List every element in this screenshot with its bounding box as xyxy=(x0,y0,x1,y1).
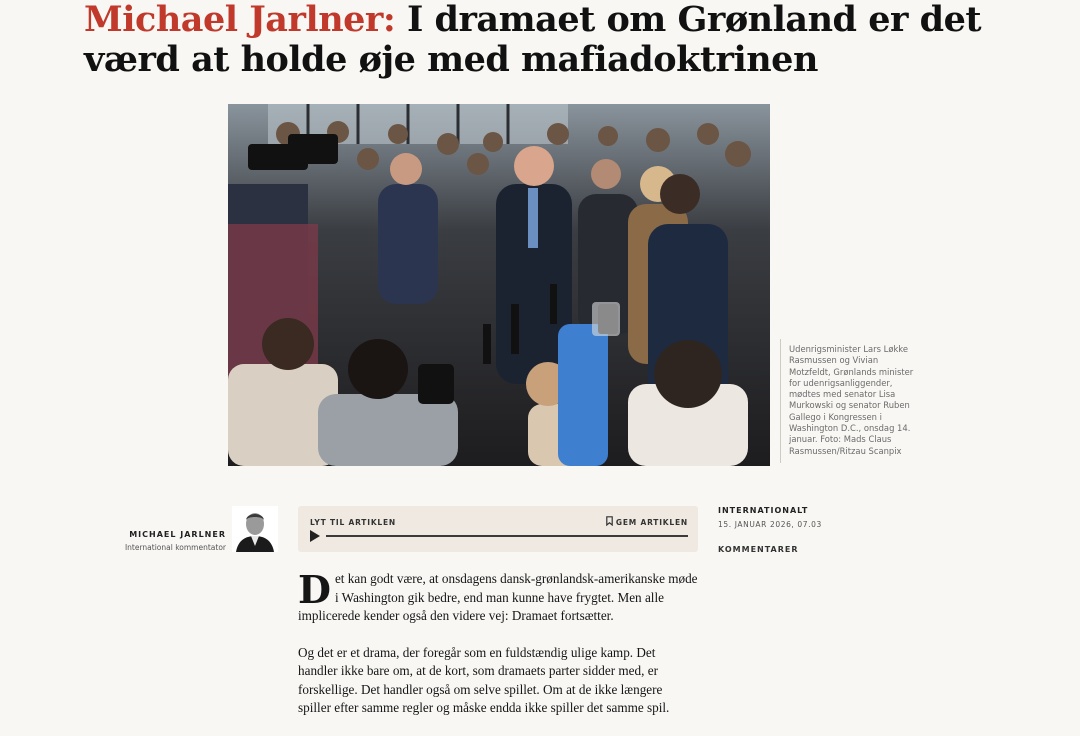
article-body xyxy=(298,567,698,736)
author-avatar[interactable] xyxy=(232,506,278,552)
byline-name[interactable]: MICHAEL JARLNER xyxy=(129,530,226,539)
comments-link[interactable]: KOMMENTARER xyxy=(718,545,799,554)
hero-image xyxy=(228,104,770,466)
save-article-label: GEM ARTIKLEN xyxy=(615,517,688,527)
play-icon xyxy=(308,529,322,543)
headline-author: Michael Jarlner: xyxy=(84,0,396,40)
paragraph: Og det er et drama, der foregår som en fuldstændig ulige kamp. Det handler ikke bare om, at de kort, som dramaets parter sidder med, er forskellige. Det handler også om selve spillet. Om at de ikke længere spiller efter samme regler og måske endda ikke spiller det samme spil. xyxy=(298,644,670,715)
caption-divider xyxy=(780,339,781,463)
play-button[interactable] xyxy=(308,529,322,543)
section-link[interactable]: INTERNATIONALT xyxy=(718,506,809,515)
dropcap: D xyxy=(298,567,331,612)
headline-title: I dramaet om Grønland er det værd at holde øje med mafiadoktrinen xyxy=(84,0,982,80)
byline-role: International kommentator xyxy=(124,543,226,552)
paragraph xyxy=(298,567,698,626)
audio-progress-track[interactable] xyxy=(326,535,688,537)
publish-date: 15. JANUAR 2026, 07.03 xyxy=(718,520,822,529)
audio-player xyxy=(298,506,698,552)
paragraph-text: et kan godt være, at onsdagens dansk-grønlandsk-amerikanske møde i Washington gik bedre, end man kunne have frygtet. Men alle implicerede kender også den videre vej: Dramaet fortsætter. xyxy=(298,571,698,623)
listen-label: LYT TIL ARTIKLEN xyxy=(310,518,397,527)
save-article-button[interactable] xyxy=(606,516,688,528)
article-headline xyxy=(84,0,984,80)
bookmark-icon xyxy=(606,516,613,528)
image-caption: Udenrigsminister Lars Løkke Rasmussen og Vivian Motzfeldt, Grønlands minister for udenrigsanliggender, mødtes med senator Lisa Murkowski og senator Ruben Gallego i Kongressen i Washington D.C., onsdag 14. januar. Foto: Mads Claus Rasmussen/Ritzau Scanpix xyxy=(789,344,914,456)
